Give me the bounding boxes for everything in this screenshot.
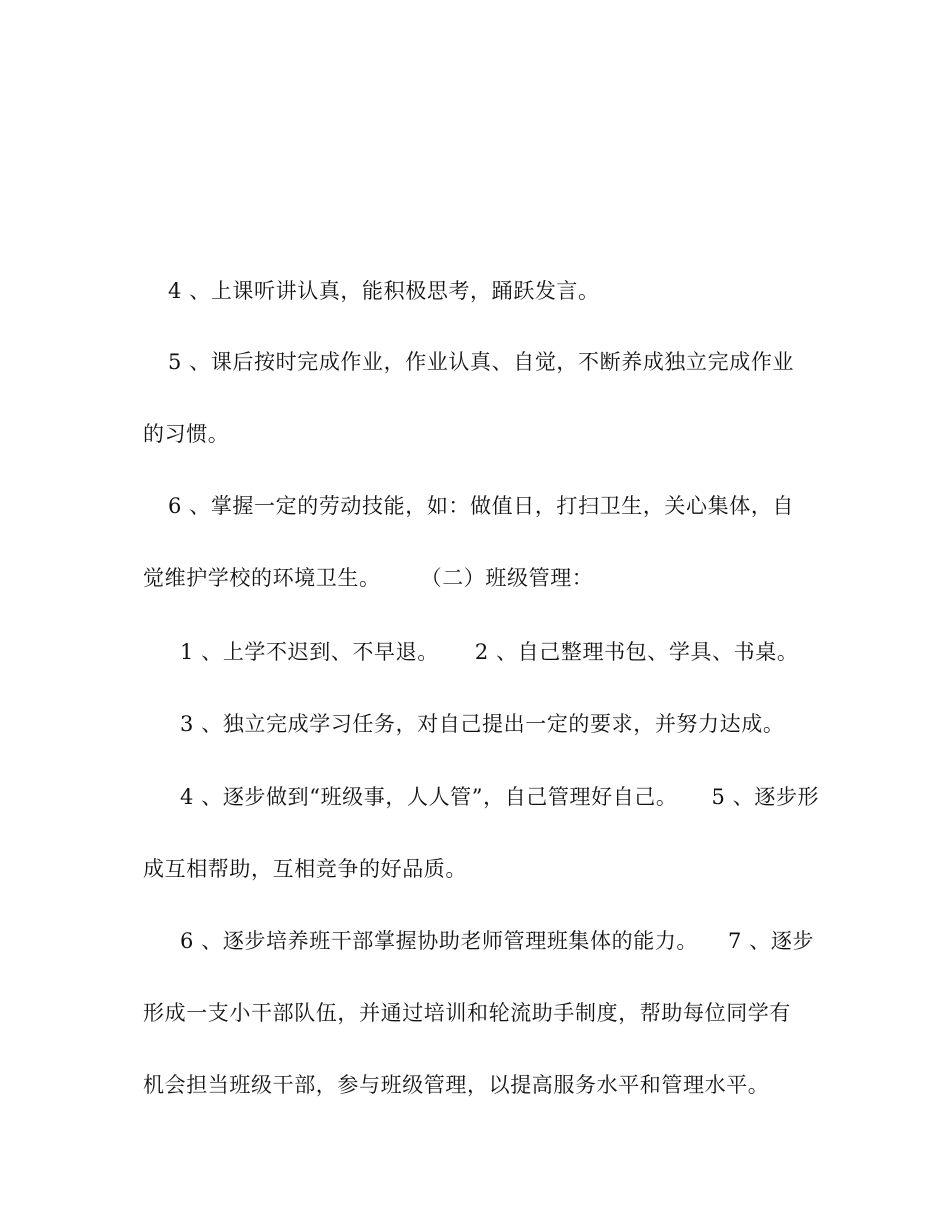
paragraph-line-12 (143, 1073, 769, 1097)
text-segment: 6 、掌握一定的劳动技能，如：做值日，打扫卫生，关心集体，自 (168, 494, 795, 518)
paragraph-line-6 (180, 640, 798, 664)
section-heading: （二）班级管理： (420, 566, 594, 590)
text-segment: 6 、逐步培养班干部掌握协助老师管理班集体的能力。 (180, 929, 699, 953)
text-segment: 1 、上学不迟到、不早退。 (180, 640, 439, 664)
paragraph-line-9 (143, 857, 467, 881)
text-segment: 4 、上课听讲认真，能积极思考，踊跃发言。 (168, 279, 600, 303)
text-segment: 4 、逐步做到“班级事，人人管”，自己管理好自己。 (180, 785, 678, 809)
paragraph-line-4 (168, 494, 794, 518)
text-segment: 觉维护学校的环境卫生。 (143, 566, 381, 590)
paragraph-line-1 (168, 279, 600, 303)
text-segment: 形成一支小干部队伍，并通过培训和轮流助手制度，帮助每位同学有 (143, 1001, 791, 1025)
text-segment: 的习惯。 (143, 422, 230, 446)
paragraph-line-2 (168, 350, 794, 374)
paragraph-line-10 (180, 929, 814, 953)
paragraph-line-7 (180, 712, 784, 736)
paragraph-line-8 (180, 785, 819, 809)
text-segment: 5 、逐步形 (711, 785, 820, 809)
text-segment: 成互相帮助，互相竞争的好品质。 (143, 857, 467, 881)
text-segment: 7 、逐步 (728, 929, 815, 953)
text-segment: 5 、课后按时完成作业，作业认真、自觉，不断养成独立完成作业 (168, 350, 795, 374)
paragraph-line-5 (143, 566, 593, 590)
text-segment: 2 、自己整理书包、学具、书桌。 (474, 640, 799, 664)
paragraph-line-11 (143, 1001, 791, 1025)
paragraph-line-3 (143, 422, 229, 446)
text-segment: 3 、独立完成学习任务，对自己提出一定的要求，并努力达成。 (180, 712, 785, 736)
text-segment: 机会担当班级干部，参与班级管理，以提高服务水平和管理水平。 (143, 1073, 770, 1097)
